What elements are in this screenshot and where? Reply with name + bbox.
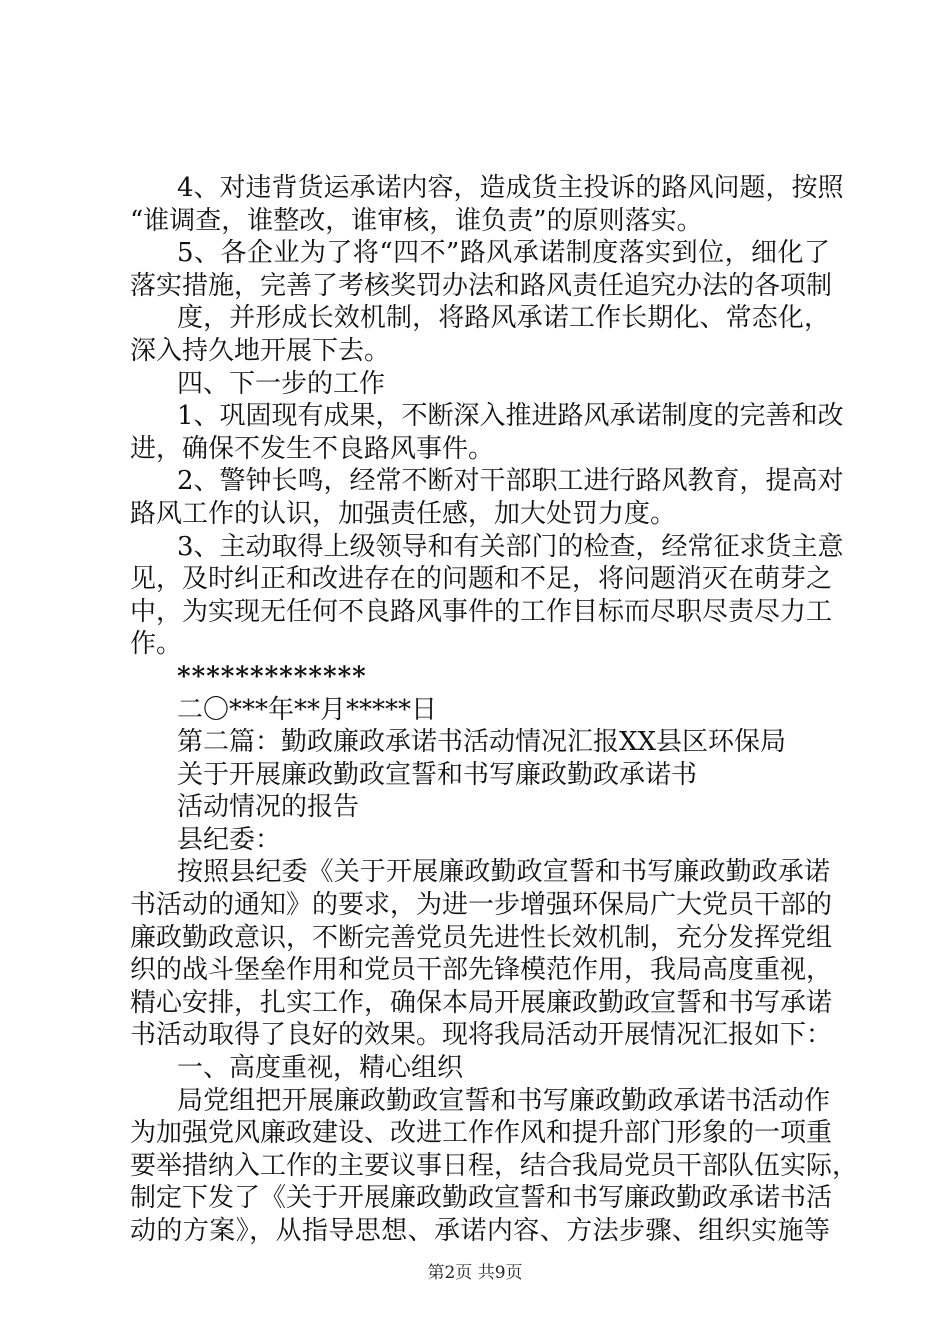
text-line: 动的方案》，从指导思想、承诺内容、方法步骤、组织实施等 bbox=[130, 1216, 830, 1246]
text-line: 2、警钟长鸣，经常不断对干部职工进行路风教育，提高对 bbox=[177, 466, 844, 497]
text-line: 3、主动取得上级领导和有关部门的检查，经常征求货主意 bbox=[177, 531, 844, 562]
text-line: 局党组把开展廉政勤政宣誓和书写廉政勤政承诺书活动作 bbox=[177, 1085, 830, 1116]
text-line: 1、巩固现有成果，不断深入推进路风承诺制度的完善和改 bbox=[177, 401, 844, 432]
page-footer bbox=[0, 1258, 950, 1283]
report-title: 活动情况的报告 bbox=[177, 792, 360, 823]
text-line: 要举措纳入工作的主要议事日程，结合我局党员干部队伍实际， bbox=[130, 1150, 859, 1181]
text-line: 4、对违背货运承诺内容，造成货主投诉的路风问题，按照 bbox=[177, 173, 844, 203]
report-title: 关于开展廉政勤政宣誓和书写廉政勤政承诺书 bbox=[177, 759, 698, 790]
text-line: 廉政勤政意识，不断完善党员先进性长效机制，充分发挥党组 bbox=[130, 922, 833, 953]
text-line: 按照县纪委《关于开展廉政勤政宣誓和书写廉政勤政承诺 bbox=[177, 857, 830, 888]
section-heading: 四、下一步的工作 bbox=[177, 368, 386, 399]
text-line: 落实措施，完善了考核奖罚办法和路风责任追究办法的各项制 bbox=[130, 270, 833, 301]
text-line: 作。 bbox=[130, 629, 183, 660]
addressee: 县纪委： bbox=[177, 824, 282, 855]
text-line: 中，为实现无任何不良路风事件的工作目标而尽职尽责尽力工 bbox=[130, 596, 833, 627]
text-line: 进，确保不发生不良路风事件。 bbox=[130, 433, 495, 464]
text-line: 深入持久地开展下去。 bbox=[130, 335, 391, 366]
date-line: 二〇***年**月*****日 bbox=[177, 694, 438, 725]
text-line: 制定下发了《关于开展廉政勤政宣誓和书写廉政勤政承诺书活 bbox=[130, 1183, 833, 1214]
text-line: 路风工作的认识，加强责任感，加大处罚力度。 bbox=[130, 498, 677, 529]
signature-placeholder: ************* bbox=[177, 661, 367, 692]
text-line: 为加强党风廉政建设、改进工作作风和提升部门形象的一项重 bbox=[130, 1118, 833, 1149]
text-line: 精心安排，扎实工作，确保本局开展廉政勤政宣誓和书写承诺 bbox=[130, 987, 833, 1018]
page-number-label: 第2页 共9页 bbox=[427, 1263, 523, 1283]
text-line: 5、各企业为了将“四不”路风承诺制度落实到位，细化了 bbox=[177, 238, 830, 269]
text-line: 书活动的通知》的要求，为进一步增强环保局广大党员干部的 bbox=[130, 890, 833, 921]
section-heading: 一、高度重视，精心组织 bbox=[177, 1053, 464, 1084]
text-line: 度，并形成长效机制，将路风承诺工作长期化、常态化， bbox=[177, 303, 830, 334]
text-line: “谁调查，谁整改，谁审核，谁负责”的原则落实。 bbox=[130, 205, 703, 236]
text-line: 书活动取得了良好的效果。现将我局活动开展情况汇报如下： bbox=[130, 1020, 833, 1051]
text-line: 见，及时纠正和改进存在的问题和不足，将问题消灭在萌芽之 bbox=[130, 564, 833, 595]
chapter-title: 第二篇：勤政廉政承诺书活动情况汇报XX县区环保局 bbox=[177, 727, 787, 758]
document-body bbox=[130, 172, 859, 1248]
text-line: 织的战斗堡垒作用和党员干部先锋模范作用，我局高度重视， bbox=[130, 955, 833, 986]
